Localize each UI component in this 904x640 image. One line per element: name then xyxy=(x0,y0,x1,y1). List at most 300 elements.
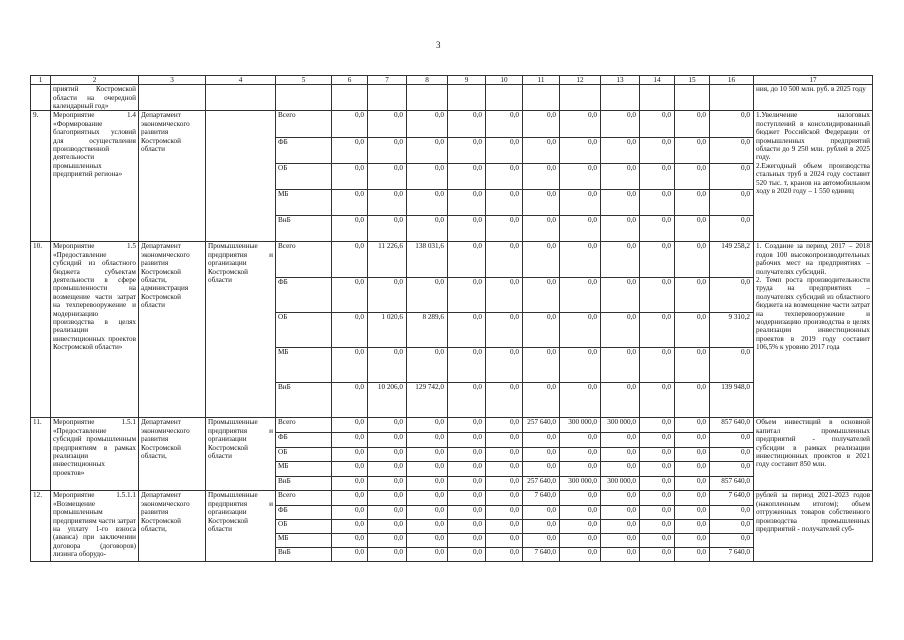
funding-source: ФБ xyxy=(276,505,332,519)
funding-value: 0,0 xyxy=(560,433,601,448)
funding-value: 0,0 xyxy=(486,189,523,215)
funding-value: 0,0 xyxy=(640,137,675,163)
item-number-text: 9. xyxy=(33,111,39,120)
funding-value: 0,0 xyxy=(601,137,640,163)
funding-value: 0,0 xyxy=(448,277,486,312)
column-number: 2 xyxy=(51,76,139,85)
carry-over-row xyxy=(31,85,873,111)
column-number: 16 xyxy=(710,76,754,85)
column-number: 17 xyxy=(754,76,873,85)
funding-source: МБ xyxy=(276,533,332,547)
expected-result-text: 1. Создание за период 2017 – 2018 годов 100 высокопроизводительных рабочих мест на предприятиях – получателях субсидий. 2. Темп роста производительности труда на предприятиях – получателях субсидий из областного бюджета на возмещение части затрат на техперевооружение и модернизацию производства в целях реализации инвестиционных проектов в 2019 году составит 106,5% к уровню 2017 года xyxy=(756,242,870,352)
funding-value: 0,0 xyxy=(407,163,448,189)
funding-value: 0,0 xyxy=(710,433,754,448)
funding-value: 300 000,0 xyxy=(601,418,640,433)
funding-value: 7 640,0 xyxy=(523,548,560,562)
funding-value: 0,0 xyxy=(560,347,601,382)
participants xyxy=(206,418,276,491)
funding-value: 0,0 xyxy=(560,137,601,163)
funding-value: 0,0 xyxy=(675,548,710,562)
funding-value: 0,0 xyxy=(523,312,560,347)
funding-value: 0,0 xyxy=(448,519,486,533)
responsible-executor-text: Департамент экономического развития Костромской области, администрация Костромской области xyxy=(141,242,190,310)
funding-value: 0,0 xyxy=(368,137,407,163)
carry-name-text: приятий Костромской области на очередной календарный год» xyxy=(53,85,136,111)
funding-value: 0,0 xyxy=(448,242,486,277)
funding-value: 0,0 xyxy=(523,505,560,519)
funding-value: 0,0 xyxy=(601,383,640,418)
funding-value: 0,0 xyxy=(710,347,754,382)
activity-name xyxy=(51,111,139,242)
item-number xyxy=(31,491,51,562)
funding-value: 0,0 xyxy=(332,111,368,137)
funding-source: Всего xyxy=(276,491,332,505)
funding-value: 0,0 xyxy=(407,216,448,242)
funding-row xyxy=(31,111,873,137)
funding-value: 0,0 xyxy=(523,277,560,312)
item-number-text: 11. xyxy=(33,418,42,427)
column-number: 7 xyxy=(368,76,407,85)
funding-value: 300 000,0 xyxy=(560,476,601,491)
funding-value: 0,0 xyxy=(332,505,368,519)
funding-value: 0,0 xyxy=(332,418,368,433)
funding-value: 0,0 xyxy=(560,312,601,347)
funding-value: 0,0 xyxy=(368,505,407,519)
funding-value: 0,0 xyxy=(448,548,486,562)
empty-cell xyxy=(31,85,51,111)
funding-source: МБ xyxy=(276,462,332,477)
responsible-executor-text: Департамент экономического развития Костромской области, xyxy=(141,491,190,534)
funding-value: 0,0 xyxy=(523,519,560,533)
funding-value: 0,0 xyxy=(407,533,448,547)
activity-name-text: Мероприятие 1.5.1 «Предоставление субсидий промышленным предприятиям в рамках реализации инвестиционных проектов» xyxy=(53,418,136,477)
funding-value: 0,0 xyxy=(710,462,754,477)
empty-cell xyxy=(407,85,448,111)
funding-value: 0,0 xyxy=(601,189,640,215)
funding-value: 0,0 xyxy=(486,137,523,163)
expected-result xyxy=(754,418,873,491)
funding-value: 0,0 xyxy=(675,383,710,418)
expected-result xyxy=(754,111,873,242)
funding-value: 0,0 xyxy=(675,491,710,505)
funding-source: ОБ xyxy=(276,519,332,533)
funding-value: 857 640,0 xyxy=(710,418,754,433)
funding-value: 0,0 xyxy=(407,476,448,491)
funding-value: 0,0 xyxy=(407,519,448,533)
funding-value: 10 206,0 xyxy=(368,383,407,418)
funding-value: 0,0 xyxy=(675,216,710,242)
funding-value: 0,0 xyxy=(640,418,675,433)
funding-value: 0,0 xyxy=(332,447,368,462)
funding-value: 0,0 xyxy=(486,462,523,477)
column-number: 10 xyxy=(486,76,523,85)
funding-value: 0,0 xyxy=(368,111,407,137)
funding-value: 0,0 xyxy=(448,216,486,242)
empty-cell xyxy=(675,85,710,111)
funding-value: 8 289,6 xyxy=(407,312,448,347)
funding-value: 0,0 xyxy=(601,447,640,462)
funding-value: 0,0 xyxy=(640,447,675,462)
funding-value: 0,0 xyxy=(560,189,601,215)
funding-value: 138 031,6 xyxy=(407,242,448,277)
responsible-executor-text: Департамент экономического развития Костромской области, xyxy=(141,418,190,461)
funding-value: 0,0 xyxy=(368,216,407,242)
activity-name-text: Мероприятие 1.4 «Формирование благоприятных условий для осуществления производственной деятельности промышленных предприятий региона» xyxy=(53,111,136,179)
column-number: 3 xyxy=(139,76,206,85)
funding-value: 0,0 xyxy=(523,447,560,462)
participants-text: Промышленные предприятия и организации Костромской области xyxy=(208,491,273,534)
funding-value: 0,0 xyxy=(448,163,486,189)
funding-value: 0,0 xyxy=(448,418,486,433)
funding-value: 0,0 xyxy=(675,505,710,519)
funding-value: 0,0 xyxy=(332,548,368,562)
funding-value: 0,0 xyxy=(560,163,601,189)
funding-value: 0,0 xyxy=(640,163,675,189)
funding-value: 0,0 xyxy=(332,312,368,347)
funding-value: 0,0 xyxy=(448,347,486,382)
funding-value: 0,0 xyxy=(486,383,523,418)
funding-value: 0,0 xyxy=(448,505,486,519)
funding-value: 0,0 xyxy=(601,216,640,242)
funding-value: 0,0 xyxy=(675,462,710,477)
funding-value: 0,0 xyxy=(640,462,675,477)
item-number xyxy=(31,242,51,418)
funding-value: 0,0 xyxy=(675,189,710,215)
funding-source: ОБ xyxy=(276,163,332,189)
activity-name xyxy=(51,418,139,491)
funding-value: 0,0 xyxy=(640,548,675,562)
empty-cell xyxy=(640,85,675,111)
funding-value: 9 310,2 xyxy=(710,312,754,347)
funding-value: 0,0 xyxy=(332,163,368,189)
funding-value: 0,0 xyxy=(368,533,407,547)
funding-value: 0,0 xyxy=(486,216,523,242)
funding-value: 0,0 xyxy=(710,447,754,462)
funding-value: 0,0 xyxy=(675,476,710,491)
funding-value: 0,0 xyxy=(332,242,368,277)
funding-value: 0,0 xyxy=(448,137,486,163)
funding-value: 0,0 xyxy=(601,548,640,562)
funding-value: 0,0 xyxy=(640,216,675,242)
funding-value: 0,0 xyxy=(523,163,560,189)
funding-value: 0,0 xyxy=(523,533,560,547)
funding-value: 0,0 xyxy=(675,347,710,382)
funding-value: 0,0 xyxy=(640,533,675,547)
funding-value: 0,0 xyxy=(560,111,601,137)
funding-value: 0,0 xyxy=(407,418,448,433)
empty-cell xyxy=(139,85,206,111)
funding-value: 0,0 xyxy=(560,447,601,462)
responsible-executor xyxy=(139,491,206,562)
funding-value: 0,0 xyxy=(368,491,407,505)
funding-value: 0,0 xyxy=(710,277,754,312)
funding-value: 0,0 xyxy=(448,447,486,462)
funding-value: 0,0 xyxy=(675,418,710,433)
funding-value: 0,0 xyxy=(675,447,710,462)
funding-value: 0,0 xyxy=(560,491,601,505)
item-number-text: 10. xyxy=(33,242,42,251)
funding-value: 0,0 xyxy=(407,462,448,477)
funding-value: 0,0 xyxy=(601,433,640,448)
funding-source: ФБ xyxy=(276,277,332,312)
funding-value: 0,0 xyxy=(710,137,754,163)
expected-result-text: рублей за период 2021-2023 годов (накопленным итогом); объем отгруженных товаров собственного производства промышленных предприятий - получателей суб- xyxy=(756,491,870,534)
column-number: 13 xyxy=(601,76,640,85)
funding-source: ОБ xyxy=(276,447,332,462)
funding-value: 0,0 xyxy=(448,433,486,448)
funding-value: 0,0 xyxy=(560,548,601,562)
expected-result-text: 1.Увеличение налоговых поступлений в консолидированный бюджет Российской Федерации от промышленных предприятий области до 9 250 млн. рублей в 2025 году. 2.Ежегодный объем производства стальных труб в 2024 году составит 520 тыс. т, кранов на автомобильном ходу в 2020 году – 1 550 единиц xyxy=(756,111,870,196)
funding-value: 0,0 xyxy=(601,505,640,519)
item-number-text: 12. xyxy=(33,491,42,500)
empty-cell xyxy=(206,85,276,111)
funding-value: 0,0 xyxy=(601,533,640,547)
participants xyxy=(206,242,276,418)
funding-value: 0,0 xyxy=(601,347,640,382)
column-number: 5 xyxy=(276,76,332,85)
funding-value: 0,0 xyxy=(486,491,523,505)
funding-value: 7 640,0 xyxy=(710,491,754,505)
funding-value: 0,0 xyxy=(332,433,368,448)
funding-value: 0,0 xyxy=(332,491,368,505)
funding-value: 0,0 xyxy=(407,505,448,519)
funding-value: 0,0 xyxy=(332,383,368,418)
activity-name xyxy=(51,242,139,418)
column-number: 6 xyxy=(332,76,368,85)
funding-value: 0,0 xyxy=(710,163,754,189)
funding-value: 0,0 xyxy=(675,242,710,277)
funding-row xyxy=(31,418,873,433)
empty-cell xyxy=(523,85,560,111)
funding-source: ВнБ xyxy=(276,383,332,418)
funding-value: 0,0 xyxy=(407,347,448,382)
column-number: 9 xyxy=(448,76,486,85)
funding-value: 0,0 xyxy=(560,383,601,418)
funding-value: 0,0 xyxy=(640,505,675,519)
funding-value: 0,0 xyxy=(407,491,448,505)
column-number: 8 xyxy=(407,76,448,85)
funding-value: 300 000,0 xyxy=(601,476,640,491)
carry-result xyxy=(754,85,873,111)
funding-source: ВнБ xyxy=(276,476,332,491)
funding-value: 129 742,0 xyxy=(407,383,448,418)
funding-value: 0,0 xyxy=(448,491,486,505)
funding-value: 0,0 xyxy=(448,476,486,491)
expected-result xyxy=(754,491,873,562)
funding-value: 0,0 xyxy=(368,347,407,382)
funding-value: 0,0 xyxy=(560,519,601,533)
funding-value: 0,0 xyxy=(675,312,710,347)
funding-value: 0,0 xyxy=(486,312,523,347)
funding-value: 0,0 xyxy=(523,242,560,277)
funding-value: 0,0 xyxy=(675,533,710,547)
funding-value: 0,0 xyxy=(368,476,407,491)
funding-value: 0,0 xyxy=(368,189,407,215)
funding-source: ОБ xyxy=(276,312,332,347)
funding-source: МБ xyxy=(276,347,332,382)
participants-text: Промышленные предприятия и организации Костромской области xyxy=(208,418,273,461)
funding-value: 0,0 xyxy=(407,433,448,448)
funding-value: 0,0 xyxy=(332,189,368,215)
funding-value: 0,0 xyxy=(601,462,640,477)
funding-value: 0,0 xyxy=(601,519,640,533)
funding-value: 0,0 xyxy=(486,533,523,547)
funding-source: Всего xyxy=(276,242,332,277)
funding-value: 0,0 xyxy=(675,277,710,312)
empty-cell xyxy=(710,85,754,111)
funding-value: 0,0 xyxy=(601,163,640,189)
funding-value: 0,0 xyxy=(332,216,368,242)
funding-value: 11 226,6 xyxy=(368,242,407,277)
funding-value: 0,0 xyxy=(523,462,560,477)
funding-value: 0,0 xyxy=(448,312,486,347)
participants xyxy=(206,491,276,562)
participants-text: Промышленные предприятия и организации Костромской области xyxy=(208,242,273,285)
funding-value: 0,0 xyxy=(486,433,523,448)
funding-value: 0,0 xyxy=(560,277,601,312)
funding-value: 7 640,0 xyxy=(710,548,754,562)
funding-value: 0,0 xyxy=(560,505,601,519)
column-number: 11 xyxy=(523,76,560,85)
funding-value: 0,0 xyxy=(560,462,601,477)
funding-value: 0,0 xyxy=(640,383,675,418)
funding-value: 0,0 xyxy=(486,277,523,312)
funding-source: ФБ xyxy=(276,137,332,163)
funding-value: 0,0 xyxy=(368,277,407,312)
responsible-executor xyxy=(139,242,206,418)
funding-value: 0,0 xyxy=(407,277,448,312)
funding-value: 0,0 xyxy=(640,111,675,137)
column-number: 1 xyxy=(31,76,51,85)
funding-value: 0,0 xyxy=(710,519,754,533)
funding-source: ВнБ xyxy=(276,216,332,242)
column-number: 14 xyxy=(640,76,675,85)
funding-value: 0,0 xyxy=(640,491,675,505)
funding-value: 0,0 xyxy=(601,312,640,347)
funding-value: 0,0 xyxy=(332,533,368,547)
funding-value: 0,0 xyxy=(332,347,368,382)
funding-value: 0,0 xyxy=(368,462,407,477)
column-number: 4 xyxy=(206,76,276,85)
responsible-executor xyxy=(139,418,206,491)
funding-value: 0,0 xyxy=(407,548,448,562)
funding-value: 857 640,0 xyxy=(710,476,754,491)
carry-name xyxy=(51,85,139,111)
funding-value: 257 640,0 xyxy=(523,418,560,433)
funding-value: 0,0 xyxy=(368,163,407,189)
activity-name-text: Мероприятие 1.5.1.1 «Возмещение промышленным предприятиям части затрат на уплату 1-го взноса (аванса) при заключении договора (договоров) лизинга оборудо- xyxy=(53,491,136,559)
funding-source: Всего xyxy=(276,111,332,137)
funding-value: 0,0 xyxy=(407,137,448,163)
funding-value: 0,0 xyxy=(486,476,523,491)
funding-value: 0,0 xyxy=(332,277,368,312)
responsible-executor xyxy=(139,111,206,242)
funding-value: 0,0 xyxy=(486,111,523,137)
funding-value: 0,0 xyxy=(407,189,448,215)
funding-value: 0,0 xyxy=(448,383,486,418)
funding-value: 0,0 xyxy=(523,383,560,418)
funding-value: 0,0 xyxy=(710,505,754,519)
empty-cell xyxy=(368,85,407,111)
item-number xyxy=(31,418,51,491)
funding-value: 0,0 xyxy=(710,533,754,547)
funding-value: 0,0 xyxy=(368,447,407,462)
funding-value: 0,0 xyxy=(368,519,407,533)
funding-value: 0,0 xyxy=(710,216,754,242)
funding-value: 0,0 xyxy=(560,533,601,547)
funding-value: 257 640,0 xyxy=(523,476,560,491)
funding-value: 0,0 xyxy=(523,433,560,448)
funding-value: 0,0 xyxy=(560,216,601,242)
funding-value: 0,0 xyxy=(640,347,675,382)
item-number xyxy=(31,111,51,242)
funding-row xyxy=(31,242,873,277)
funding-value: 0,0 xyxy=(523,347,560,382)
funding-value: 0,0 xyxy=(407,111,448,137)
funding-value: 0,0 xyxy=(368,548,407,562)
empty-cell xyxy=(560,85,601,111)
column-number-row xyxy=(31,76,873,85)
funding-value: 0,0 xyxy=(486,505,523,519)
funding-value: 139 948,0 xyxy=(710,383,754,418)
funding-value: 0,0 xyxy=(486,242,523,277)
funding-value: 0,0 xyxy=(486,519,523,533)
funding-value: 0,0 xyxy=(332,519,368,533)
funding-source: ФБ xyxy=(276,433,332,448)
column-number: 12 xyxy=(560,76,601,85)
funding-value: 0,0 xyxy=(675,111,710,137)
expected-result xyxy=(754,242,873,418)
funding-value: 0,0 xyxy=(332,137,368,163)
funding-value: 1 020,6 xyxy=(368,312,407,347)
empty-cell xyxy=(601,85,640,111)
funding-value: 0,0 xyxy=(560,242,601,277)
empty-cell xyxy=(276,85,332,111)
funding-value: 0,0 xyxy=(710,111,754,137)
funding-value: 0,0 xyxy=(640,312,675,347)
funding-value: 0,0 xyxy=(601,242,640,277)
funding-value: 0,0 xyxy=(407,447,448,462)
carry-result-text: ния, до 10 500 млн. руб. в 2025 году xyxy=(756,85,866,94)
funding-value: 0,0 xyxy=(368,418,407,433)
funding-value: 0,0 xyxy=(601,111,640,137)
page-number: 3 xyxy=(436,40,441,50)
funding-value: 300 000,0 xyxy=(560,418,601,433)
funding-value: 0,0 xyxy=(710,189,754,215)
funding-value: 0,0 xyxy=(640,433,675,448)
funding-source: ВнБ xyxy=(276,548,332,562)
funding-value: 0,0 xyxy=(640,242,675,277)
funding-source: Всего xyxy=(276,418,332,433)
funding-value: 0,0 xyxy=(368,433,407,448)
funding-value: 0,0 xyxy=(486,418,523,433)
program-table xyxy=(30,75,873,562)
funding-value: 0,0 xyxy=(523,216,560,242)
funding-value: 149 258,2 xyxy=(710,242,754,277)
funding-value: 0,0 xyxy=(601,277,640,312)
funding-value: 0,0 xyxy=(640,277,675,312)
activity-name xyxy=(51,491,139,562)
funding-value: 0,0 xyxy=(640,189,675,215)
funding-value: 0,0 xyxy=(448,462,486,477)
funding-value: 0,0 xyxy=(448,111,486,137)
funding-value: 0,0 xyxy=(486,163,523,189)
expected-result-text: Объем инвестиций в основной капитал промышленных предприятий - получателей субсидии в рамках реализации инвестиционных проектов в 2021 году составит 850 млн. xyxy=(756,418,870,469)
funding-value: 0,0 xyxy=(523,189,560,215)
funding-value: 0,0 xyxy=(523,137,560,163)
funding-value: 0,0 xyxy=(675,519,710,533)
funding-value: 0,0 xyxy=(675,163,710,189)
